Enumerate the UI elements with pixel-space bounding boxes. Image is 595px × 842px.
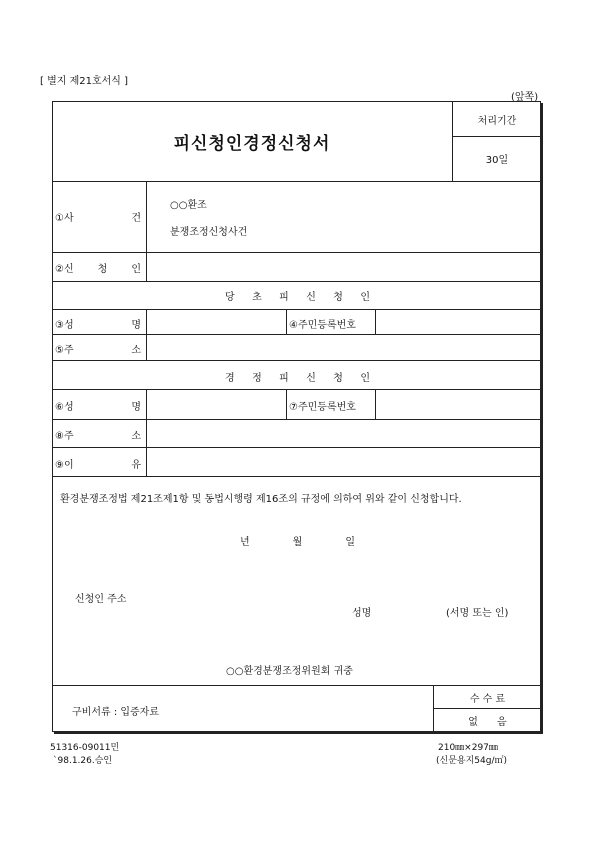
reason-label: ⑨이 유 <box>55 460 141 471</box>
original-name-label: ③성 명 <box>55 320 141 331</box>
case-line-2: 분쟁조정신청사건 <box>170 227 248 238</box>
applicant-label: ②신 청 인 <box>55 264 141 275</box>
frame-shadow-bottom <box>54 732 543 734</box>
reason-field[interactable] <box>148 449 538 474</box>
processing-period-label: 처리기간 <box>477 116 517 127</box>
applicant-address-label: 신청인 주소 <box>75 594 127 605</box>
corrected-address-label: ⑧주 소 <box>55 431 141 442</box>
statement-text: 환경분쟁조정법 제21조제1항 및 동법시행령 제16조의 규정에 의하여 위와 같이 신청합니다. <box>60 494 462 505</box>
original-address-field[interactable] <box>148 336 538 358</box>
page-side-label: (앞쪽) <box>511 92 539 103</box>
form-title: 피신청인경정신청서 <box>173 133 331 154</box>
paper-type: (신문용지54g/㎡) <box>436 756 507 766</box>
frame-shadow-right <box>541 103 543 734</box>
corrected-name-label: ⑥성 명 <box>55 402 141 413</box>
form-reference: [ 별지 제21호서식 ] <box>40 76 129 87</box>
form-code: 51316-09011민 <box>50 743 120 753</box>
original-reg-field[interactable] <box>377 311 539 332</box>
applicant-field[interactable] <box>148 254 538 279</box>
original-name-field[interactable] <box>148 311 284 332</box>
case-line-1: ○○환조 <box>170 200 207 211</box>
case-label: ①사 건 <box>55 213 141 224</box>
signature-name-label: 성명 <box>352 608 372 619</box>
original-respondent-heading: 당 초 피 신 청 인 <box>225 292 370 303</box>
processing-period-value: 30일 <box>485 155 509 166</box>
title-cell <box>52 101 452 181</box>
corrected-reg-field[interactable] <box>377 391 539 417</box>
paper-size: 210㎜×297㎜ <box>438 743 498 753</box>
corrected-address-field[interactable] <box>148 421 538 445</box>
corrected-name-field[interactable] <box>148 391 284 417</box>
fee-value: 없 음 <box>468 717 507 728</box>
recipient: ○○환경분쟁조정위원회 귀중 <box>226 666 353 677</box>
application-date: 년 월 일 <box>240 537 355 548</box>
processing-divider <box>452 136 541 137</box>
corrected-respondent-heading: 경 정 피 신 청 인 <box>225 373 370 384</box>
original-reg-label: ④주민등록번호 <box>289 320 356 331</box>
approval-date: `98.1.26.승인 <box>53 756 113 766</box>
fee-label: 수 수 료 <box>469 694 506 705</box>
original-address-label: ⑤주 소 <box>55 345 141 356</box>
required-documents: 구비서류 : 입증자료 <box>72 707 160 718</box>
corrected-reg-label: ⑦주민등록번호 <box>289 402 356 413</box>
signature-note: (서명 또는 인) <box>446 608 509 619</box>
